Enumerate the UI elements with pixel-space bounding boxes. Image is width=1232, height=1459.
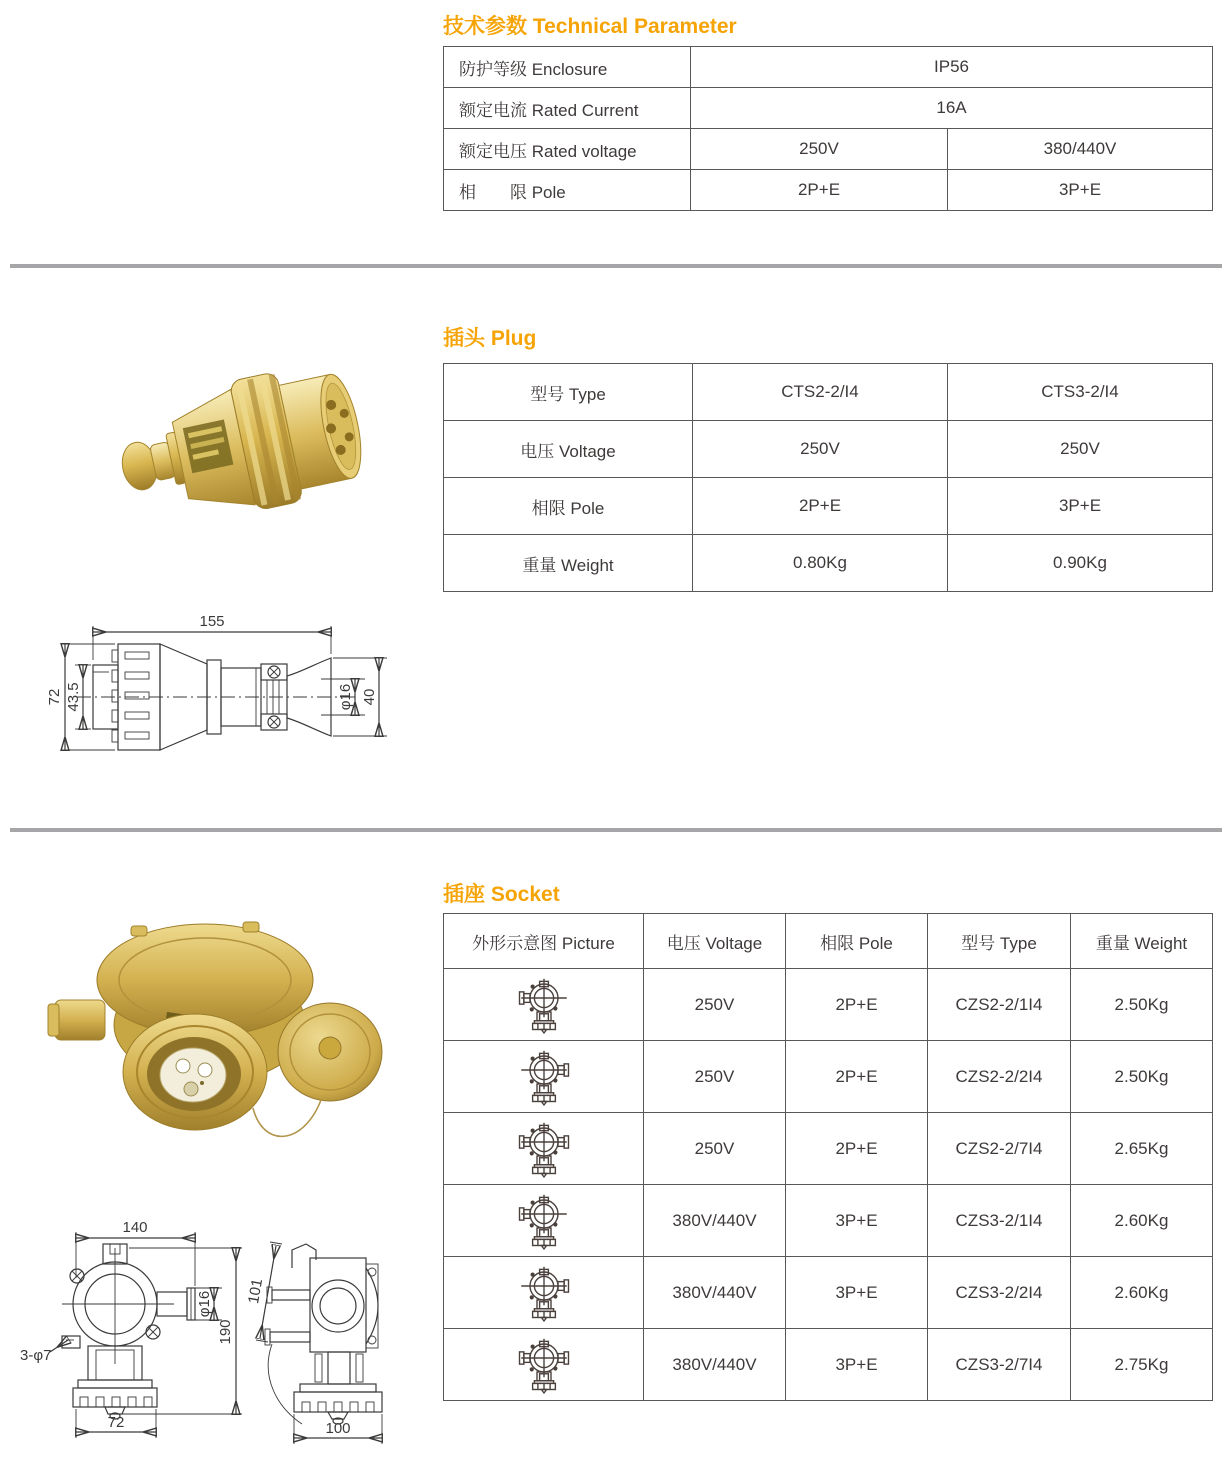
socket-pole: 2P+E [786,969,928,1041]
row-label: 额定电压 Rated voltage [444,129,691,170]
row-label: 相 限 Pole [444,170,691,211]
table-row [444,969,1213,1041]
dim-front-base-width: 72 [107,1414,125,1431]
socket-type: CZS2-2/7I4 [928,1113,1071,1185]
socket-dimension-drawing [10,1192,430,1457]
col-header-voltage: 电压 Voltage [644,914,786,969]
plug-table [443,363,1213,592]
table-row [444,535,1213,592]
socket-weight: 2.60Kg [1071,1257,1213,1329]
plug-photo [110,345,370,570]
dim-height: 72 [46,688,63,706]
col-header-weight: 重量 Weight [1071,914,1213,969]
dim-mount-holes: 3-φ7 [20,1347,52,1364]
table-row [444,1113,1213,1185]
socket-pole: 2P+E [786,1113,928,1185]
socket-picture-cell [444,969,644,1041]
socket-weight: 2.65Kg [1071,1113,1213,1185]
table-row [444,88,1213,129]
socket-picture-cell [444,1257,644,1329]
dim-front-width: 140 [122,1219,148,1236]
socket-weight: 2.60Kg [1071,1185,1213,1257]
table-row [444,47,1213,88]
socket-front-icon [516,1188,572,1254]
row-label: 重量 Weight [444,535,693,592]
socket-type: CZS3-2/2I4 [928,1257,1071,1329]
dim-side-depth: 101 [245,1277,267,1306]
socket-pole: 2P+E [786,1041,928,1113]
socket-front-icon [516,1260,572,1326]
plug-type-1: CTS2-2/I4 [693,364,948,421]
enclosure-value: IP56 [691,47,1213,88]
plug-weight-1: 0.80Kg [693,535,948,592]
plug-pole-1: 2P+E [693,478,948,535]
table-row [444,170,1213,211]
pole-1: 2P+E [691,170,948,211]
socket-pole: 3P+E [786,1257,928,1329]
socket-type: CZS3-2/1I4 [928,1185,1071,1257]
pole-2: 3P+E [948,170,1213,211]
rated-current-value: 16A [691,88,1213,129]
socket-front-icon [516,1332,572,1398]
socket-front-icon [516,972,572,1038]
table-row [444,364,1213,421]
socket-front-icon [516,1116,572,1182]
rated-voltage-2: 380/440V [948,129,1213,170]
socket-picture-cell [444,1113,644,1185]
socket-weight: 2.50Kg [1071,1041,1213,1113]
row-label: 防护等级 Enclosure [444,47,691,88]
socket-picture-cell [444,1185,644,1257]
plug-type-2: CTS3-2/I4 [948,364,1213,421]
dim-entry-dia: φ16 [337,683,354,711]
socket-picture-cell [444,1329,644,1401]
plug-voltage-1: 250V [693,421,948,478]
table-row [444,1185,1213,1257]
socket-type: CZS2-2/2I4 [928,1041,1071,1113]
table-row [444,129,1213,170]
technical-parameter-title: 技术参数 Technical Parameter [443,15,737,38]
rated-voltage-1: 250V [691,129,948,170]
col-header-type: 型号 Type [928,914,1071,969]
socket-weight: 2.50Kg [1071,969,1213,1041]
table-row [444,1329,1213,1401]
socket-voltage: 380V/440V [644,1257,786,1329]
col-header-picture: 外形示意图 Picture [444,914,644,969]
plug-title: 插头 Plug [443,327,537,350]
socket-title: 插座 Socket [443,883,560,906]
row-label: 电压 Voltage [444,421,693,478]
dim-mouth-dia: 40 [361,688,378,706]
socket-picture-cell [444,1041,644,1113]
plug-voltage-2: 250V [948,421,1213,478]
socket-photo [45,900,405,1165]
dim-front-height: 190 [217,1319,234,1345]
socket-voltage: 250V [644,1113,786,1185]
socket-voltage: 250V [644,969,786,1041]
socket-voltage: 250V [644,1041,786,1113]
dim-inner-height: 43.5 [65,682,82,712]
socket-pole: 3P+E [786,1329,928,1401]
socket-front-icon [516,1044,572,1110]
socket-voltage: 380V/440V [644,1185,786,1257]
table-row [444,478,1213,535]
dim-front-entry-dia: φ16 [196,1290,213,1318]
table-row [444,1041,1213,1113]
socket-type: CZS2-2/1I4 [928,969,1071,1041]
row-label: 额定电流 Rated Current [444,88,691,129]
socket-table [443,913,1213,1401]
socket-pole: 3P+E [786,1185,928,1257]
table-row [444,421,1213,478]
table-header-row [444,914,1213,969]
row-label: 相限 Pole [444,478,693,535]
plug-pole-2: 3P+E [948,478,1213,535]
dim-length: 155 [199,613,225,630]
socket-voltage: 380V/440V [644,1329,786,1401]
socket-weight: 2.75Kg [1071,1329,1213,1401]
section-divider [10,828,1222,832]
col-header-pole: 相限 Pole [786,914,928,969]
dim-side-base-width: 100 [325,1420,351,1437]
row-label: 型号 Type [444,364,693,421]
socket-type: CZS3-2/7I4 [928,1329,1071,1401]
technical-parameter-table [443,46,1213,211]
section-divider [10,264,1222,268]
plug-dimension-drawing [25,602,415,817]
table-row [444,1257,1213,1329]
plug-weight-2: 0.90Kg [948,535,1213,592]
